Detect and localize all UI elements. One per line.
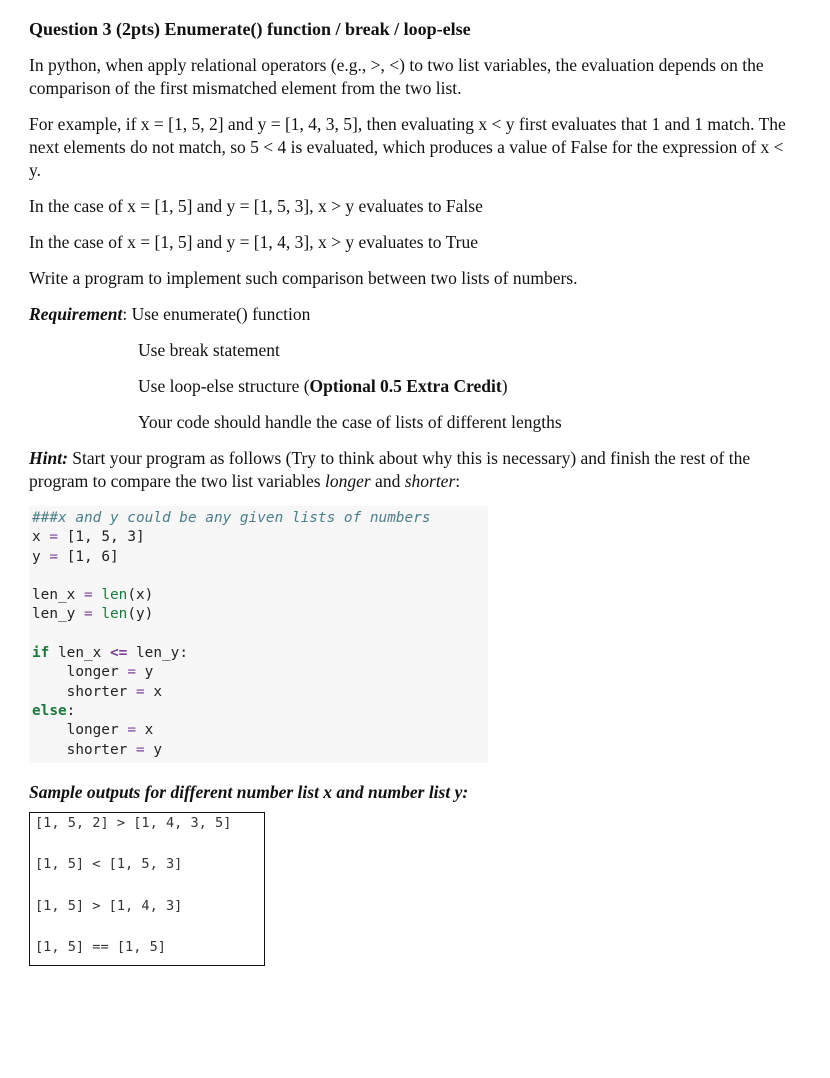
hint-paragraph [29, 447, 799, 493]
document-page [29, 18, 799, 966]
sample-output-row: [1, 5, 2] > [1, 4, 3, 5] [35, 814, 232, 831]
code-line-leny: len_y = len(y) [32, 606, 154, 623]
requirement-item-lengths: Your code should handle the case of lists of different lengths [138, 412, 562, 432]
requirement-item-break: Use break statement [138, 340, 280, 360]
code-block [29, 506, 488, 763]
code-line-else: else: [32, 702, 76, 719]
code-line-x: x = [1, 5, 3] [32, 529, 145, 546]
paragraph-task: Write a program to implement such comparison between two lists of numbers. [29, 268, 578, 288]
hint-label: Hint: [29, 448, 68, 468]
code-line-blank [32, 567, 488, 586]
question-title: Question 3 (2pts) Enumerate() function / break / loop-else [29, 19, 471, 39]
hint-shorter: shorter [404, 471, 456, 491]
hint-and: and [370, 471, 405, 491]
sample-output-box [29, 812, 265, 967]
code-line-longer-x: longer = x [66, 722, 154, 739]
code-line-longer-y: longer = y [66, 664, 154, 681]
requirement-line [29, 303, 799, 326]
paragraph-example: For example, if x = [1, 5, 2] and y = [1, 4, 3, 5], then evaluating x < y first evaluates that 1 and 1 match. The next elements do not match, so 5 < 4 is evaluated, which produces a value of False for the expression of x < y. [29, 114, 786, 180]
code-line-if: if len_x <= len_y: [32, 645, 188, 662]
hint-end: : [455, 471, 461, 491]
code-line-shorter-y: shorter = y [66, 741, 162, 758]
code-line-comment: ###x and y could be any given lists of numbers [32, 510, 431, 526]
sample-output-row: [1, 5] > [1, 4, 3] [35, 897, 183, 914]
sample-output-row: [1, 5] == [1, 5] [35, 939, 166, 956]
code-line-y: y = [1, 6] [32, 548, 119, 565]
requirement-item-enumerate: : Use enumerate() function [122, 304, 311, 324]
hint-longer: longer [324, 471, 371, 491]
sample-outputs-title: Sample outputs for different number list x and number list y: [29, 781, 469, 802]
hint-text: Start your program as follows (Try to think about why this is necessary) and finish the rest of the program to compare the two list variables [29, 448, 751, 491]
sample-output-row: [1, 5] < [1, 5, 3] [35, 856, 183, 873]
code-line-blank-2 [32, 625, 488, 644]
code-line-shorter-x: shorter = x [66, 683, 162, 700]
requirement-label: Requirement [29, 304, 123, 324]
loop-else-suffix: ) [501, 376, 508, 396]
code-line-lenx: len_x = len(x) [32, 587, 154, 604]
loop-else-prefix: Use loop-else structure ( [138, 376, 310, 396]
paragraph-intro: In python, when apply relational operators (e.g., >, <) to two list variables, the evaluation depends on the comparison of the first mismatched element from the two list. [29, 55, 764, 98]
extra-credit-label: Optional 0.5 Extra Credit [309, 376, 502, 396]
paragraph-case-2: In the case of x = [1, 5] and y = [1, 4, 3], x > y evaluates to True [29, 232, 479, 252]
paragraph-case-1: In the case of x = [1, 5] and y = [1, 5, 3], x > y evaluates to False [29, 196, 483, 216]
requirement-item-loop-else [29, 375, 799, 398]
